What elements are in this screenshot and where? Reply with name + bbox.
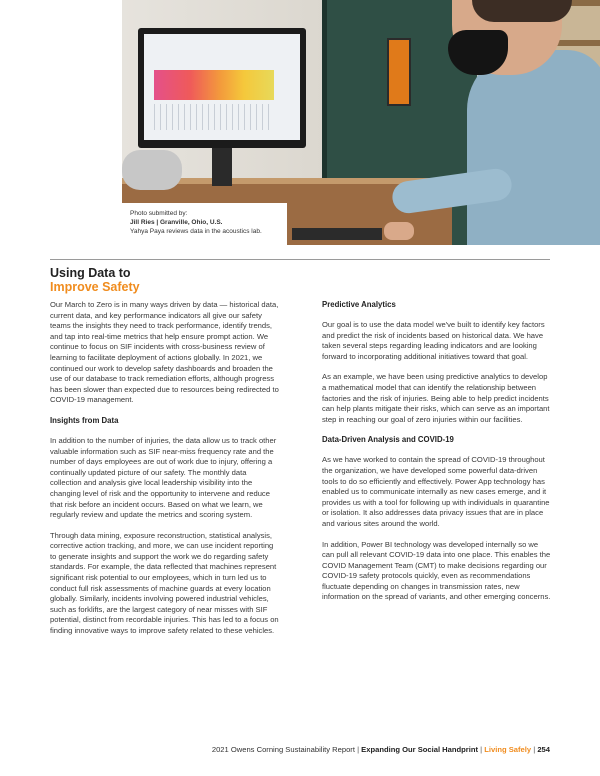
heatmap-graphic: [154, 70, 274, 100]
section-title-line1: Using Data to: [50, 266, 131, 280]
paragraph: Through data mining, exposure reconstruction, statistical analysis, corrective action tracking, and more, we can use incident reporting to generate insights and support the work we do regarding safety standards. For example, the data reflected that machines represent significant risk potential to our employees, which in turn led us to conduct full risk assessments of machine guards at every location globally. Similarly, incidents involving powered industrial vehicles, such as forklifts, are the largest category of near misses with SIF potential, distinct from recordable injuries. This has led to a focus on finding innovative ways to improve safety related to these vehicles.: [50, 530, 279, 636]
paragraph: Our March to Zero is in many ways driven by data — historical data, current data, and key performance indicators all give our safety teams the insights they need to track performance, identify trends, and tap into real-time metrics that help ensure prompt action. We continue to focus on SIF incidents with cross-business review of learning to facilitate deployment of actions globally. In 2021, we continued our work to develop safety dashboards and broaden the use of our database to track remediation efforts, although progress has been slower than expected due to resources being redirected to COVID-19 management.: [50, 300, 279, 405]
caution-sign-graphic: [387, 38, 411, 106]
caption-credit-label: Photo submitted by:: [130, 210, 188, 217]
footer-subsection-link[interactable]: Living Safely: [484, 745, 532, 754]
subheading-predictive: Predictive Analytics: [322, 300, 396, 309]
footer-report-title: 2021 Owens Corning Sustainability Report: [211, 745, 355, 754]
section-divider: [50, 259, 550, 260]
subheading-covid: Data-Driven Analysis and COVID-19: [322, 435, 454, 445]
section-title-line2: Improve Safety: [50, 280, 140, 294]
paragraph: In addition to the number of injuries, the data allow us to track other valuable information such as SIF near-miss frequency rate and the number of days employees are out of work due to injury, offering a continually updated picture of our safety. The monthly data collection and analysis give local leadership visibility into the changing level of risk and the opportunity to intervene and reduce that risk before an incident occurs. Based on what we learn, we regularly review and update the metrics and scoring system.: [50, 435, 277, 520]
footer-section-link[interactable]: Expanding Our Social Handprint: [361, 745, 479, 754]
paragraph: In addition, Power BI technology was developed internally so we can pull all relevant COVID-19 data into one place. This enables the COVID Management Team (CMT) to make decisions regarding our COVID-19 safety protocols quickly, even as recommendations fluctuate depending on changes in transmission rates, new information on the spread of variants, and other emerging concerns.: [322, 539, 551, 602]
caption-credit-name: Jill Ries | Granville, Ohio, U.S.: [130, 219, 223, 226]
caption-description: Yahya Paya reviews data in the acoustics lab.: [130, 228, 262, 235]
right-column: [322, 300, 552, 613]
paragraph: Our goal is to use the data model we've built to identify key factors and predict the risk of incidents based on historical data. We have taken several steps regarding leading indicators and are looking forward to incorporating additional initiatives toward that goal.: [322, 320, 545, 361]
page-footer: 2021 Owens Corning Sustainability Report | Expanding Our Social Handprint | Living Safely | 254: [211, 745, 550, 754]
person-graphic: [467, 50, 600, 245]
section-title: [50, 266, 140, 294]
paragraph: As an example, we have been using predictive analytics to develop a mathematical model that can identify the relationship between factories and the risk of injuries. Being able to help predict incidents can help plants mitigate their risks, which can serve as an important step in reaching our goal of zero injuries within our facilities.: [322, 372, 550, 424]
left-column: [50, 300, 280, 647]
photo-caption: [122, 203, 287, 245]
subheading-insights: Insights from Data: [50, 415, 119, 425]
paragraph: As we have worked to contain the spread of COVID-19 throughout the organization, we have developed some powerful data-driven tools to do so efficiently and effectively. Power App technology has enabled us to communicate internally as new cases emerge, and it provides us with a tool for following up with individuals in quarantine or isolation. It also addresses data privacy issues that are in place and various sites around the world.: [322, 455, 550, 528]
page-number: 254: [537, 745, 550, 754]
